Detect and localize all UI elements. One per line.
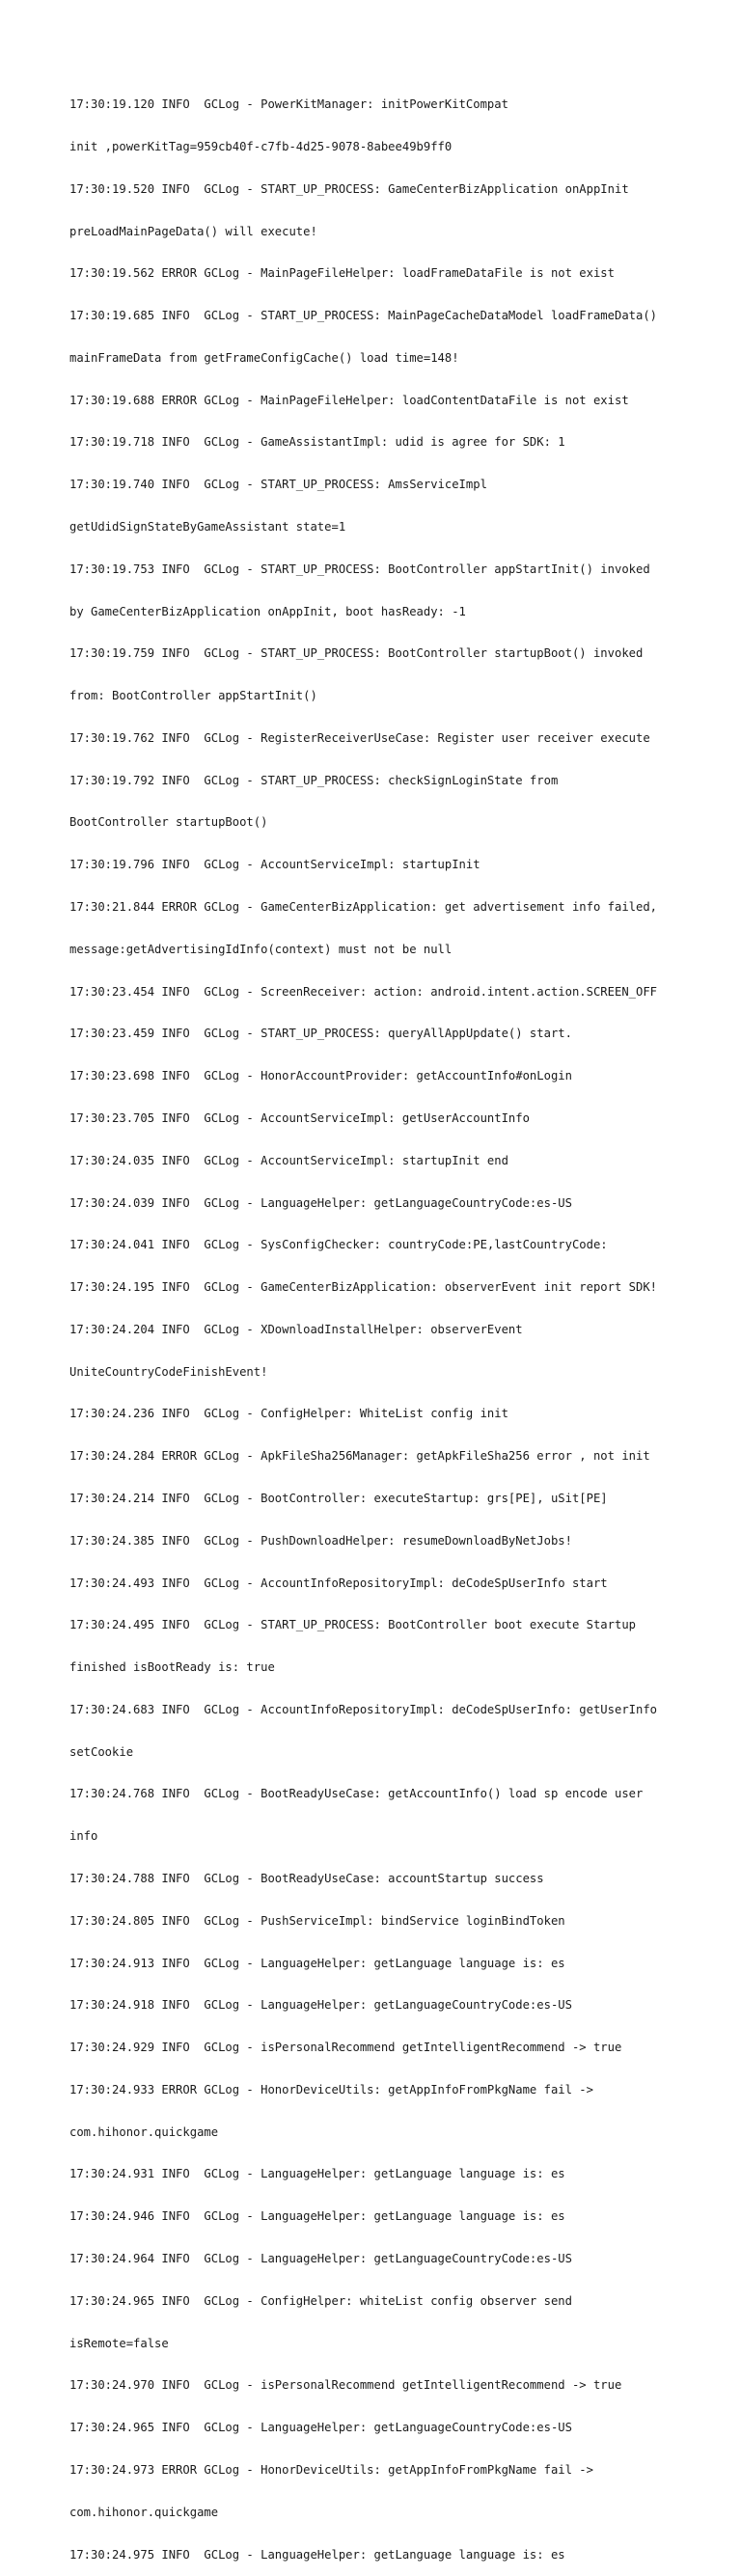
log-line: 17:30:24.929 INFO GCLog - isPersonalRecommend getIntelligentRecommend -> true [69,2041,622,2055]
log-line: by GameCenterBizApplication onAppInit, boot hasReady: -1 [69,604,466,618]
log-line: 17:30:24.768 INFO GCLog - BootReadyUseCase: getAccountInfo() load sp encode user [69,1787,644,1801]
log-line: 17:30:19.718 INFO GCLog - GameAssistantImpl: udid is agree for SDK: 1 [69,435,565,450]
log-line: 17:30:24.973 ERROR GCLog - HonorDeviceUtils: getAppInfoFromPkgName fail -> [69,2462,593,2477]
log-line: 17:30:24.933 ERROR GCLog - HonorDeviceUtils: getAppInfoFromPkgName fail -> [69,2082,593,2096]
log-line: 17:30:24.946 INFO GCLog - LanguageHelper: getLanguage language is: es [69,2209,565,2224]
log-line: 17:30:24.965 INFO GCLog - LanguageHelper: getLanguageCountryCode:es-US [69,2421,572,2435]
log-line: 17:30:19.759 INFO GCLog - START_UP_PROCESS: BootController startupBoot() invoked [69,646,644,661]
log-line: com.hihonor.quickgame [69,2505,219,2519]
log-line: 17:30:19.796 INFO GCLog - AccountServiceImpl: startupInit [69,858,480,872]
log-line: 17:30:24.204 INFO GCLog - XDownloadInstallHelper: observerEvent [69,1322,523,1336]
log-line: 17:30:24.970 INFO GCLog - isPersonalRecommend getIntelligentRecommend -> true [69,2378,622,2393]
log-text-block [69,69,677,2576]
log-line: 17:30:24.041 INFO GCLog - SysConfigChecker: countryCode:PE,lastCountryCode: [69,1238,608,1252]
log-line: 17:30:19.792 INFO GCLog - START_UP_PROCESS: checkSignLoginState from [69,773,559,787]
log-line: 17:30:24.913 INFO GCLog - LanguageHelper: getLanguage language is: es [69,1956,565,1970]
log-line: 17:30:24.284 ERROR GCLog - ApkFileSha256Manager: getApkFileSha256 error , not init [69,1449,650,1464]
log-line: com.hihonor.quickgame [69,2124,219,2139]
log-line: 17:30:24.788 INFO GCLog - BootReadyUseCase: accountStartup success [69,1872,544,1885]
log-line: 17:30:19.753 INFO GCLog - START_UP_PROCESS: BootController appStartInit() invoked [69,562,650,576]
log-line: BootController startupBoot() [69,815,268,830]
log-line: 17:30:24.805 INFO GCLog - PushServiceImpl: bindService loginBindToken [69,1913,565,1928]
log-line: 17:30:23.705 INFO GCLog - AccountServiceImpl: getUserAccountInfo [69,1110,530,1125]
log-line: 17:30:24.035 INFO GCLog - AccountServiceImpl: startupInit end [69,1153,508,1167]
log-line: 17:30:23.454 INFO GCLog - ScreenReceiver: action: android.intent.action.SCREEN_OFF [69,984,658,999]
log-line: from: BootController appStartInit() [69,689,317,703]
log-line: 17:30:24.214 INFO GCLog - BootController: executeStartup: grs[PE], uSit[PE] [69,1491,608,1505]
log-line: 17:30:24.918 INFO GCLog - LanguageHelper: getLanguageCountryCode:es-US [69,1998,572,2013]
log-line: 17:30:24.195 INFO GCLog - GameCenterBizApplication: observerEvent init report SDK! [69,1280,658,1295]
log-line: getUdidSignStateByGameAssistant state=1 [69,520,346,534]
log-line: 17:30:19.740 INFO GCLog - START_UP_PROCESS: AmsServiceImpl [69,478,487,492]
log-line: 17:30:24.236 INFO GCLog - ConfigHelper: WhiteList config init [69,1407,508,1421]
log-line: 17:30:24.964 INFO GCLog - LanguageHelper: getLanguageCountryCode:es-US [69,2252,572,2266]
log-line: 17:30:21.844 ERROR GCLog - GameCenterBizApplication: get advertisement info failed, [69,900,658,915]
log-line: init ,powerKitTag=959cb40f-c7fb-4d25-9078-8abee49b9ff0 [69,139,453,153]
log-line: isRemote=false [69,2336,169,2350]
log-line: preLoadMainPageData() will execute! [69,224,317,238]
log-line: 17:30:24.495 INFO GCLog - START_UP_PROCESS: BootController boot execute Startup [69,1618,636,1632]
log-line: 17:30:24.385 INFO GCLog - PushDownloadHelper: resumeDownloadByNetJobs! [69,1533,572,1548]
log-line: info [69,1829,98,1844]
log-line: 17:30:24.931 INFO GCLog - LanguageHelper: getLanguage language is: es [69,2167,565,2181]
log-line: setCookie [69,1744,134,1759]
log-line: 17:30:19.762 INFO GCLog - RegisterReceiverUseCase: Register user receiver execute [69,730,650,745]
log-line: 17:30:19.688 ERROR GCLog - MainPageFileHelper: loadContentDataFile is not exist [69,393,629,407]
log-line: message:getAdvertisingIdInfo(context) must not be null [69,942,453,956]
log-line: 17:30:24.683 INFO GCLog - AccountInfoRepositoryImpl: deCodeSpUserInfo: getUserInfo [69,1702,658,1716]
log-line: 17:30:19.685 INFO GCLog - START_UP_PROCESS: MainPageCacheDataModel loadFrameData() [69,309,658,323]
log-line: 17:30:19.120 INFO GCLog - PowerKitManager: initPowerKitCompat [69,97,508,112]
log-line: 17:30:24.493 INFO GCLog - AccountInfoRepositoryImpl: deCodeSpUserInfo start [69,1576,608,1590]
log-line: 17:30:24.965 INFO GCLog - ConfigHelper: whiteList config observer send [69,2293,572,2308]
log-line: 17:30:19.562 ERROR GCLog - MainPageFileHelper: loadFrameDataFile is not exist [69,266,615,281]
log-line: 17:30:24.039 INFO GCLog - LanguageHelper: getLanguageCountryCode:es-US [69,1195,572,1210]
log-line: 17:30:23.698 INFO GCLog - HonorAccountProvider: getAccountInfo#onLogin [69,1069,572,1083]
log-line: 17:30:19.520 INFO GCLog - START_UP_PROCESS: GameCenterBizApplication onAppInit [69,181,629,196]
log-line: mainFrameData from getFrameConfigCache() load time=148! [69,350,459,365]
log-line: 17:30:24.975 INFO GCLog - LanguageHelper: getLanguage language is: es [69,2547,565,2562]
log-line: UniteCountryCodeFinishEvent! [69,1364,268,1379]
log-line: 17:30:23.459 INFO GCLog - START_UP_PROCESS: queryAllAppUpdate() start. [69,1027,572,1041]
log-line: finished isBootReady is: true [69,1660,275,1675]
